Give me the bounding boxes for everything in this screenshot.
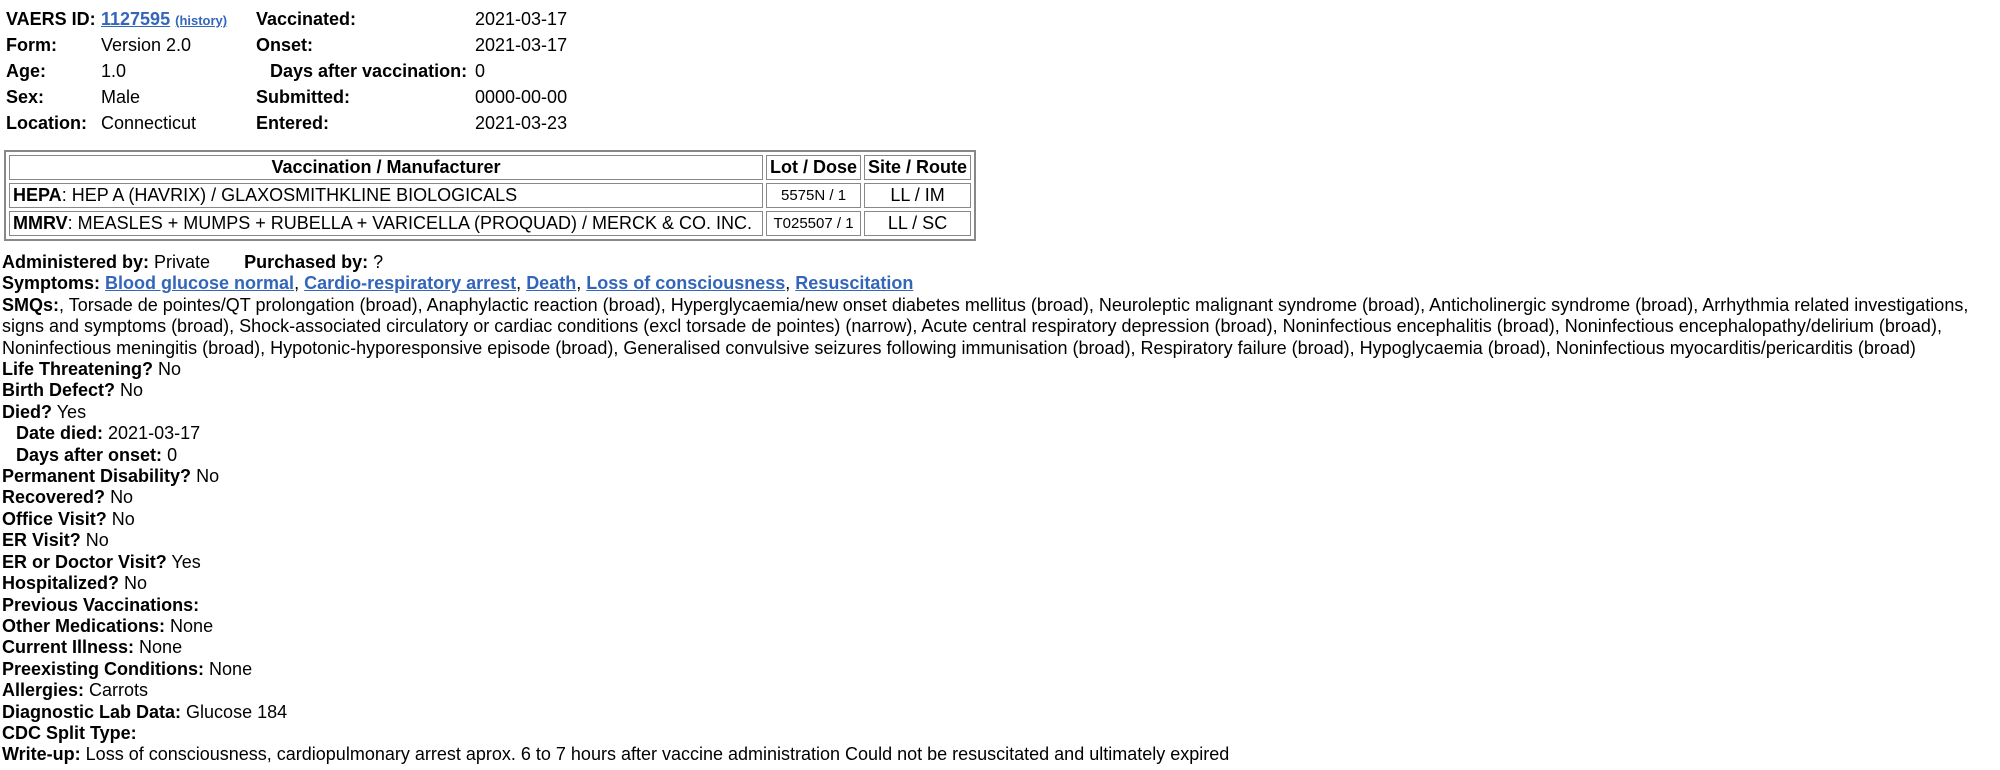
location-value: Connecticut [101, 113, 197, 134]
write-up-line [2, 744, 1998, 765]
vaccine-code: MMRV [13, 212, 68, 233]
vaccine-description: : MEASLES + MUMPS + RUBELLA + VARICELLA (PROQUAD) / MERCK & CO. INC. [67, 212, 753, 233]
cdc-split-type-line [2, 723, 1998, 744]
hospitalized-line [2, 573, 1998, 594]
table-row [9, 211, 971, 236]
birth-defect-label: Birth Defect? [2, 380, 116, 401]
record-summary-table [6, 7, 567, 137]
symptom-link[interactable]: Blood glucose normal [105, 273, 295, 294]
recovered-line [2, 487, 1998, 508]
days-after-onset-value: 0 [167, 444, 178, 465]
preexisting-conditions-line [2, 659, 1998, 680]
birth-defect-line [2, 380, 1998, 401]
administered-line [2, 252, 1998, 273]
submitted-value: 0000-00-00 [475, 87, 568, 108]
vaccinated-label: Vaccinated: [256, 9, 357, 30]
died-line [2, 402, 1998, 423]
other-medications-label: Other Medications: [2, 615, 166, 636]
birth-defect-value: No [120, 380, 144, 401]
current-illness-label: Current Illness: [2, 637, 135, 658]
symptom-link[interactable]: Resuscitation [795, 273, 914, 294]
onset-label: Onset: [256, 35, 314, 56]
administered-label: Administered by: [2, 252, 150, 272]
recovered-value: No [110, 487, 134, 508]
history-link[interactable]: (history) [175, 12, 228, 28]
date-died-label: Date died: [16, 423, 104, 444]
allergies-value: Carrots [89, 680, 149, 701]
vaccination-header: Vaccination / Manufacturer [9, 155, 763, 180]
sex-label: Sex: [6, 87, 45, 108]
entered-label: Entered: [256, 113, 330, 134]
site-route-cell: LL / IM [864, 183, 971, 208]
entered-value: 2021-03-23 [475, 113, 568, 134]
purchased-value: ? [373, 252, 384, 272]
hospitalized-label: Hospitalized? [2, 573, 120, 594]
form-value: Version 2.0 [101, 35, 192, 56]
vaccine-cell [9, 211, 763, 236]
symptom-separator: , [785, 273, 796, 294]
preexisting-conditions-label: Preexisting Conditions: [2, 658, 205, 679]
days-after-onset-label: Days after onset: [16, 444, 163, 465]
vaers-id-link[interactable]: 1127595 [101, 8, 171, 29]
location-label: Location: [6, 113, 87, 134]
er-doctor-visit-value: Yes [171, 551, 201, 572]
form-label: Form: [6, 35, 57, 56]
smqs-value: , Torsade de pointes/QT prolongation (broad), Anaphylactic reaction (broad), Hyperglycaemia/new onset diabetes mellitus (broad), Neuroleptic malignant syndrome (broad), Anticholinergic syndrome (broad), Arrhythmia related investigations, signs and symptoms (broad), Shock-associated circulatory or cardiac conditions (excl torsade de pointes) (narrow), Acute central respiratory depression (broad), Noninfectious encephalitis (broad), Noninfectious encephalopathy/delirium (broad), Noninfectious meningitis (broad), Hypotonic-hyporesponsive episode (broad), Generalised convulsive seizures following immunisation (broad), Respiratory failure (broad), Hypoglycaemia (broad), Noninfectious myocarditis/pericarditis (broad) [2, 294, 1969, 358]
smqs-line [2, 295, 1998, 359]
permanent-disability-label: Permanent Disability? [2, 466, 192, 487]
allergies-line [2, 680, 1998, 701]
current-illness-value: None [139, 637, 183, 658]
died-value: Yes [56, 401, 87, 422]
smqs-label: SMQs: [2, 294, 60, 315]
symptom-separator: , [516, 273, 527, 294]
office-visit-label: Office Visit? [2, 508, 107, 529]
life-threatening-line [2, 359, 1998, 380]
symptoms-label: Symptoms: [2, 273, 101, 294]
vaccine-code: HEPA [13, 184, 62, 205]
lot-dose-cell: T025507 / 1 [766, 211, 861, 236]
current-illness-line [2, 637, 1998, 658]
vaers-id-label: VAERS ID: [6, 9, 96, 30]
life-threatening-label: Life Threatening? [2, 359, 154, 380]
symptoms-line [2, 273, 1998, 294]
preexisting-conditions-value: None [209, 658, 253, 679]
age-value: 1.0 [101, 61, 127, 82]
report-details [2, 252, 1998, 766]
vaccine-description: : HEP A (HAVRIX) / GLAXOSMITHKLINE BIOLOGICALS [61, 184, 518, 205]
previous-vaccinations-label: Previous Vaccinations: [2, 594, 200, 615]
write-up-value: Loss of consciousness, cardiopulmonary arrest aprox. 6 to 7 hours after vaccine administration Could not be resuscitated and ultimately expired [85, 744, 1230, 765]
allergies-label: Allergies: [2, 680, 85, 701]
table-row [9, 183, 971, 208]
vaccine-cell [9, 183, 763, 208]
submitted-label: Submitted: [256, 87, 350, 108]
er-visit-label: ER Visit? [2, 530, 81, 551]
administered-value: Private [154, 252, 211, 272]
diagnostic-lab-label: Diagnostic Lab Data: [2, 701, 182, 722]
date-died-value: 2021-03-17 [108, 423, 201, 444]
diagnostic-lab-value: Glucose 184 [186, 701, 288, 722]
symptom-separator: , [576, 273, 587, 294]
previous-vaccinations-line [2, 595, 1998, 616]
other-medications-line [2, 616, 1998, 637]
lot-dose-header: Lot / Dose [766, 155, 861, 180]
vaccination-table-header [9, 155, 971, 180]
onset-value: 2021-03-17 [475, 35, 568, 56]
er-visit-line [2, 530, 1998, 551]
days-after-onset-line [2, 445, 1998, 466]
symptom-link[interactable]: Death [526, 273, 577, 294]
life-threatening-value: No [158, 359, 182, 380]
diagnostic-lab-line [2, 702, 1998, 723]
cdc-split-type-label: CDC Split Type: [2, 722, 137, 743]
symptom-link[interactable]: Cardio-respiratory arrest [304, 273, 517, 294]
days-after-vaccination-value: 0 [475, 61, 486, 82]
symptom-separator: , [294, 273, 305, 294]
office-visit-value: No [111, 508, 135, 529]
vaccination-table [4, 150, 976, 241]
lot-dose-cell: 5575N / 1 [766, 183, 861, 208]
er-doctor-visit-label: ER or Doctor Visit? [2, 551, 167, 572]
sex-value: Male [101, 87, 141, 108]
symptom-link[interactable]: Loss of consciousness [586, 273, 786, 294]
hospitalized-value: No [124, 573, 148, 594]
recovered-label: Recovered? [2, 487, 106, 508]
other-medications-value: None [170, 615, 214, 636]
date-died-line [2, 423, 1998, 444]
days-after-vaccination-label: Days after vaccination: [270, 61, 468, 82]
er-doctor-visit-line [2, 552, 1998, 573]
write-up-label: Write-up: [2, 744, 81, 765]
age-label: Age: [6, 61, 46, 82]
office-visit-line [2, 509, 1998, 530]
er-visit-value: No [85, 530, 109, 551]
site-route-cell: LL / SC [864, 211, 971, 236]
permanent-disability-value: No [196, 466, 220, 487]
purchased-label: Purchased by: [244, 252, 369, 272]
permanent-disability-line [2, 466, 1998, 487]
died-label: Died? [2, 401, 53, 422]
site-route-header: Site / Route [864, 155, 971, 180]
vaccinated-value: 2021-03-17 [475, 9, 568, 30]
